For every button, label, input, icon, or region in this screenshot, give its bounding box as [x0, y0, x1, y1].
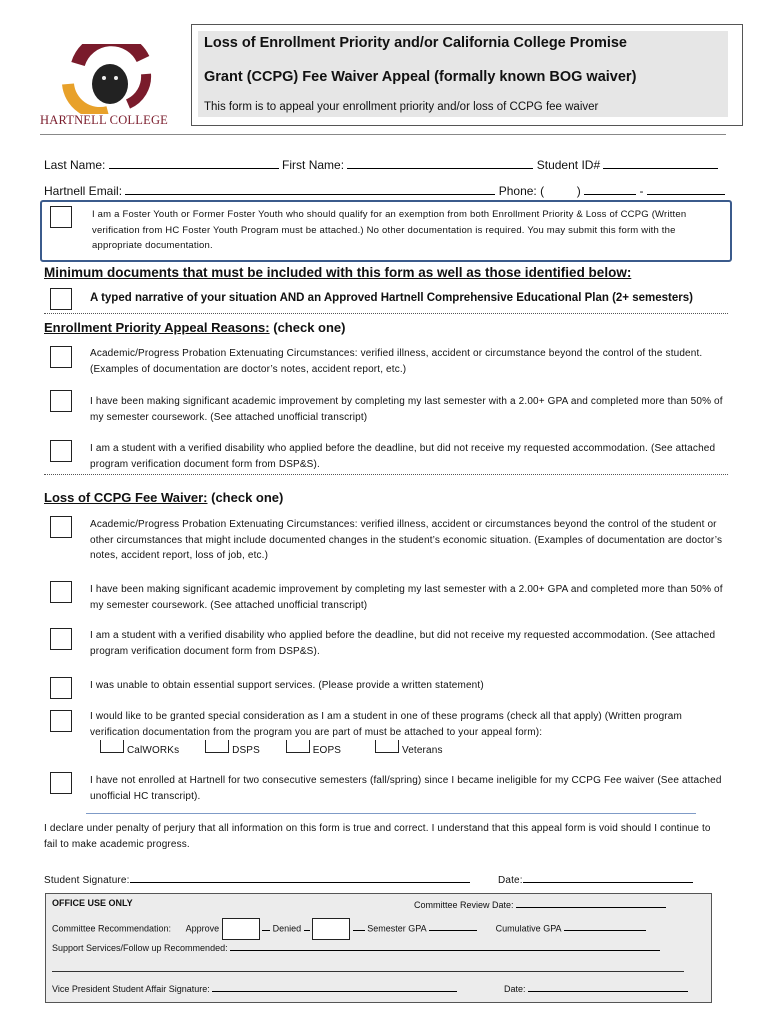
gpa-underline: [353, 921, 365, 931]
first-name-label: First Name:: [282, 158, 345, 172]
ccpg-checkbox-1[interactable]: [50, 516, 72, 538]
email-row: [44, 182, 725, 198]
ccpg-checkbox-4[interactable]: [50, 677, 72, 699]
veterans-label: Veterans: [401, 745, 443, 756]
ccpg-heading-text: Loss of CCPG Fee Waiver:: [44, 490, 208, 505]
first-name-field[interactable]: [347, 156, 533, 169]
ccpg-item-1: Academic/Progress Probation Extenuating Circumstances: verified illness, accident or circumstances beyond the control of the student or other circumstances that might include documented changes in the student’s economic situation. (Examples of documentation are doctor’s notes, accident report, loss of job, etc.): [90, 519, 723, 561]
recommendation-label: Committee Recommendation:: [52, 923, 172, 934]
recommendation-row: [52, 918, 646, 940]
cumulative-gpa-field[interactable]: [564, 921, 646, 931]
ccpg-item-4: I was unable to obtain essential support services. (Please provide a written statement): [90, 680, 484, 691]
approve-underline: [262, 921, 270, 931]
student-id-label: Student ID#: [536, 158, 601, 172]
ccpg-item-5: I would like to be granted special consideration as I am a student in one of these programs (check all that apply) (Written program verification documentation from the program you are part of must be attached to your appeal form):: [90, 711, 682, 738]
calworks-label: CalWORKs: [126, 745, 180, 756]
dotted-divider-2: [44, 474, 728, 475]
email-field[interactable]: [125, 182, 495, 195]
name-row: [44, 156, 718, 172]
blue-divider: [86, 813, 696, 814]
ccpg-checkbox-3[interactable]: [50, 628, 72, 650]
cumulative-gpa-label: Cumulative GPA: [495, 923, 562, 934]
signature-date-row: [498, 870, 693, 889]
review-date-row: [414, 898, 666, 910]
denied-underline: [304, 921, 310, 931]
enrollment-heading-text: Enrollment Priority Appeal Reasons:: [44, 320, 270, 335]
phone-label: Phone: (: [498, 184, 545, 198]
ccpg-checkbox-6[interactable]: [50, 772, 72, 794]
ccpg-checkbox-2[interactable]: [50, 581, 72, 603]
logo-text: HARTNELL COLLEGE: [40, 113, 169, 127]
foster-youth-checkbox[interactable]: [50, 206, 72, 228]
ccpg-heading-suffix: (check one): [207, 490, 284, 505]
support-label: Support Services/Follow up Recommended:: [52, 943, 228, 953]
signature-date-field[interactable]: [523, 870, 693, 883]
form-subtitle: This form is to appeal your enrollment priority and/or loss of CCPG fee waiver: [204, 101, 599, 113]
title-box: [191, 24, 743, 126]
support-field[interactable]: [230, 941, 660, 951]
foster-youth-box: [40, 200, 732, 262]
foster-youth-text: I am a Foster Youth or Former Foster Youth who should qualify for an exemption from both Enrollment Priority & Loss of CCPG (Written verification from HC Foster Youth Program must be attached.) No other documentation is required. You may submit this form with the appropriate documentation.: [92, 209, 687, 251]
office-use-box: [45, 893, 712, 1003]
declaration-text: I declare under penalty of perjury that all information on this form is true and correct. I understand that this appeal form is void should I continue to fail to make academic progress.: [44, 823, 711, 850]
ccpg-heading: [44, 490, 283, 505]
enrollment-item-1: Academic/Progress Probation Extenuating Circumstances: verified illness, accident or circumstance beyond the control of the student. (Examples of documentation are doctor’s notes, accident report, etc.): [90, 348, 703, 375]
minimum-heading-text: Minimum documents that must be included with this form as well as those identified below:: [44, 265, 632, 280]
signature-date-label: Date:: [498, 875, 523, 886]
dotted-divider: [44, 313, 728, 314]
enrollment-checkbox-3[interactable]: [50, 440, 72, 462]
enrollment-heading: [44, 320, 345, 335]
ccpg-checkbox-5[interactable]: [50, 710, 72, 732]
ccpg-item-3: I am a student with a verified disability who applied before the deadline, but did not receive my requested accommodation. (See attached program verification document form from DSP&S).: [90, 630, 716, 657]
phone-paren: ): [576, 184, 581, 198]
enrollment-checkbox-1[interactable]: [50, 346, 72, 368]
divider: [40, 134, 726, 135]
narrative-checkbox[interactable]: [50, 288, 72, 310]
program-options: [100, 740, 443, 759]
minimum-documents-heading: [44, 265, 631, 280]
vp-date-label: Date:: [504, 984, 526, 994]
semester-gpa-label: Semester GPA: [367, 923, 427, 934]
enrollment-heading-suffix: (check one): [269, 320, 346, 335]
enrollment-item-3: I am a student with a verified disability who applied before the deadline, but did not receive my requested accommodation. (See attached program verification document form from DSP&S).: [90, 443, 716, 470]
veterans-checkbox[interactable]: [375, 740, 399, 753]
dsps-checkbox[interactable]: [205, 740, 229, 753]
student-id-field[interactable]: [603, 156, 718, 169]
signature-row: [44, 870, 470, 889]
vp-date-field[interactable]: [528, 982, 688, 992]
form-title-line1: Loss of Enrollment Priority and/or California College Promise: [204, 35, 627, 51]
enrollment-item-2: I have been making significant academic improvement by completing my last semester with a 2.00+ GPA and completed more than 50% of my semester coursework. (See attached unofficial transcript): [90, 396, 723, 423]
phone-number-field[interactable]: [647, 182, 725, 195]
phone-dash: -: [639, 184, 644, 198]
office-heading: OFFICE USE ONLY: [52, 898, 133, 908]
email-label: Hartnell Email:: [44, 184, 123, 198]
approve-label: Approve: [185, 923, 220, 934]
ccpg-item-6: I have not enrolled at Hartnell for two consecutive semesters (fall/spring) since I became ineligible for my CCPG Fee waiver (See attached unofficial HC transcript).: [90, 775, 722, 802]
denied-box[interactable]: [312, 918, 350, 940]
area-code-field[interactable]: [547, 183, 573, 195]
vp-signature-label: Vice President Student Affair Signature:: [52, 984, 210, 994]
semester-gpa-field[interactable]: [429, 921, 477, 931]
dsps-label: DSPS: [232, 745, 260, 756]
denied-label: Denied: [272, 923, 302, 934]
student-signature-field[interactable]: [130, 870, 470, 883]
vp-signature-field[interactable]: [212, 982, 457, 992]
eops-label: EOPS: [312, 745, 342, 756]
narrative-item: A typed narrative of your situation AND an Approved Hartnell Comprehensive Educational Plan (2+ semesters): [90, 292, 693, 304]
phone-prefix-field[interactable]: [584, 182, 636, 195]
approve-box[interactable]: [222, 918, 260, 940]
calworks-checkbox[interactable]: [100, 740, 124, 753]
last-name-field[interactable]: [109, 156, 279, 169]
form-title-line2: Grant (CCPG) Fee Waiver Appeal (formally known BOG waiver): [204, 69, 637, 85]
review-date-field[interactable]: [516, 898, 666, 908]
student-signature-label: Student Signature:: [44, 875, 130, 886]
vp-signature-row: [52, 982, 457, 994]
support-line-2: [52, 971, 684, 972]
last-name-label: Last Name:: [44, 158, 106, 172]
support-row: [52, 941, 660, 953]
eops-checkbox[interactable]: [286, 740, 310, 753]
vp-date-row: [504, 982, 688, 994]
enrollment-checkbox-2[interactable]: [50, 390, 72, 412]
ccpg-item-2: I have been making significant academic improvement by completing my last semester with a 2.00+ GPA and completed more than 50% of my semester coursework. (See attached unofficial transcript): [90, 584, 723, 611]
review-date-label: Committee Review Date:: [414, 900, 514, 910]
